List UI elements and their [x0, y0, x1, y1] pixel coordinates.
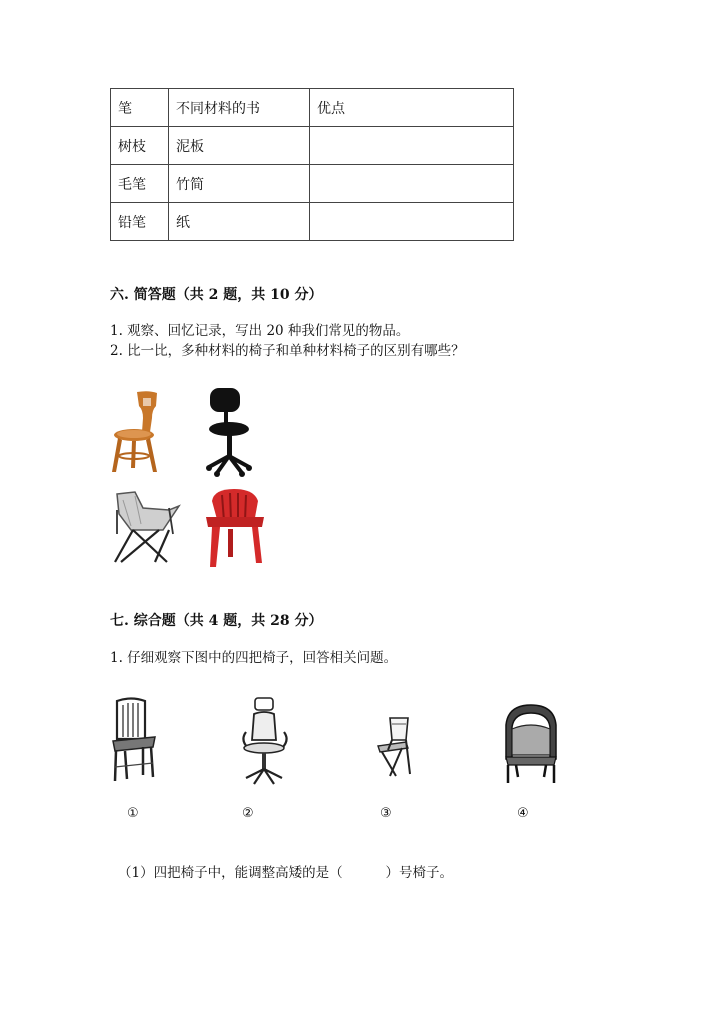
table-cell: 优点: [310, 89, 514, 127]
chair-label-2: ②: [242, 806, 254, 821]
chair-2-image: [238, 696, 292, 786]
table-cell: 毛笔: [111, 165, 169, 203]
table-cell: 树枝: [111, 127, 169, 165]
table-cell: [310, 165, 514, 203]
table-cell: [310, 127, 514, 165]
wooden-chair-image: [110, 388, 162, 476]
table-cell: 铅笔: [111, 203, 169, 241]
chair-1-image: [111, 697, 157, 783]
chair-label-3: ③: [380, 806, 392, 821]
chair-4-image: [500, 703, 562, 785]
section7-question-1: 1. 仔细观察下图中的四把椅子，回答相关问题。: [110, 650, 398, 666]
section7-subquestion-1: （1）四把椅子中，能调整高矮的是（ ）号椅子。: [118, 865, 454, 881]
section6-question-1: 1. 观察、回忆记录，写出 20 种我们常见的物品。: [110, 323, 410, 339]
table-cell: 泥板: [169, 127, 310, 165]
chair-label-4: ④: [517, 806, 529, 821]
office-chair-image: [205, 387, 257, 477]
table-row: [111, 127, 514, 165]
table-row: [111, 203, 514, 241]
table-cell: 笔: [111, 89, 169, 127]
table-cell: [310, 203, 514, 241]
camping-chair-image: [111, 490, 181, 564]
table-cell: 竹简: [169, 165, 310, 203]
section7-title: 七. 综合题（共 4 题，共 28 分）: [110, 613, 323, 629]
table-cell: 纸: [169, 203, 310, 241]
table-row: [111, 165, 514, 203]
section6-title: 六. 简答题（共 2 题，共 10 分）: [110, 287, 323, 303]
chair-label-1: ①: [127, 806, 139, 821]
chair-3-image: [376, 716, 416, 778]
materials-table: [110, 88, 514, 241]
section6-question-2: 2. 比一比，多种材料的椅子和单种材料椅子的区别有哪些？: [110, 343, 465, 359]
table-row: [111, 89, 514, 127]
plastic-chair-image: [204, 487, 266, 569]
table-cell: 不同材料的书: [169, 89, 310, 127]
